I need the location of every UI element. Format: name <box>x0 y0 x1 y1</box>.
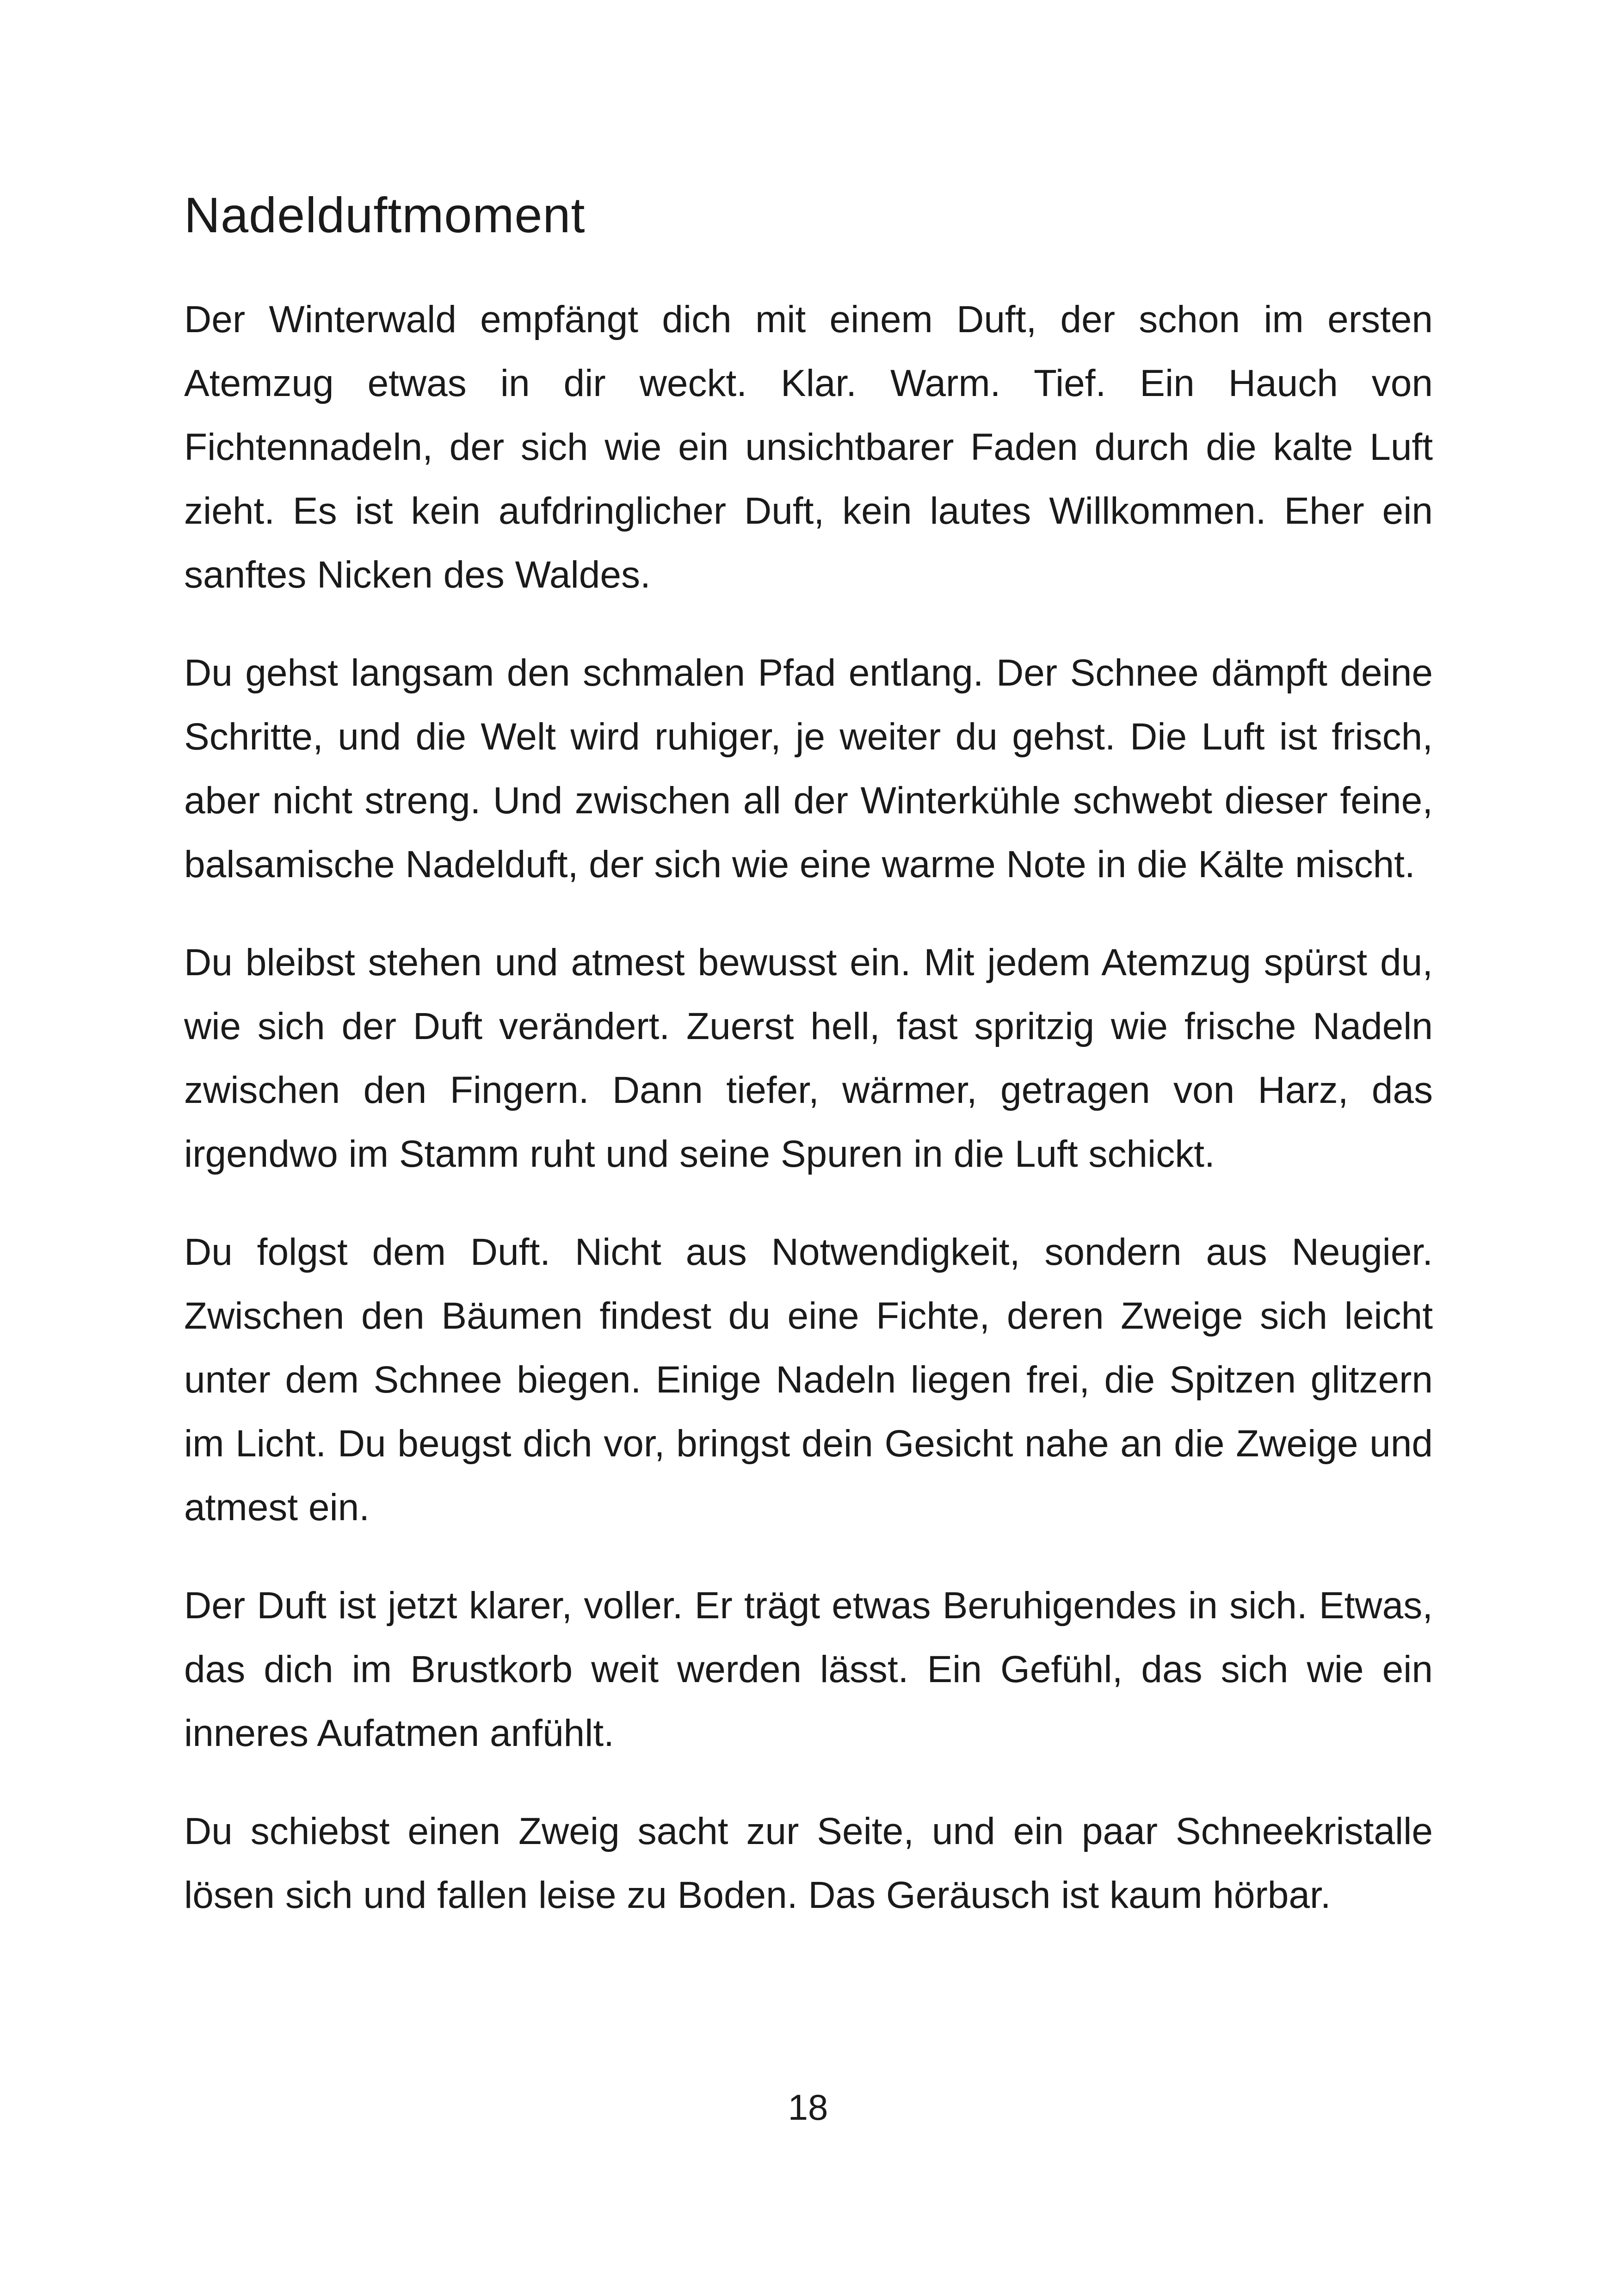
page-number: 18 <box>788 2087 828 2128</box>
paragraph: Du folgst dem Duft. Nicht aus Notwendigkeit, sondern aus Neugier. Zwischen den Bäumen findest du eine Fichte, deren Zweige sich leicht unter dem Schnee biegen. Einige Nadeln liegen frei, die Spitzen glitzern im Licht. Du beugst dich vor, bringst dein Gesicht nahe an die Zweige und atmest ein. <box>184 1231 1433 1529</box>
chapter-body <box>184 288 1433 1962</box>
paragraph: Der Duft ist jetzt klarer, voller. Er trägt etwas Beruhigendes in sich. Etwas, das dich im Brustkorb weit werden lässt. Ein Gefühl, das sich wie ein inneres Aufatmen anfühlt. <box>184 1584 1433 1754</box>
paragraph: Du schiebst einen Zweig sacht zur Seite, und ein paar Schneekristalle lösen sich und fallen leise zu Boden. Das Geräusch ist kaum hörbar. <box>184 1810 1433 1916</box>
paragraph: Der Winterwald empfängt dich mit einem Duft, der schon im ersten Atemzug etwas in dir weckt. Klar. Warm. Tief. Ein Hauch von Fichtennadeln, der sich wie ein unsichtbarer Faden durch die kalte Luft zieht. Es ist kein aufdringlicher Duft, kein lautes Willkommen. Eher ein sanftes Nicken des Waldes. <box>184 298 1433 596</box>
chapter-heading: Nadelduftmoment <box>184 187 586 243</box>
paragraph: Du bleibst stehen und atmest bewusst ein. Mit jedem Atemzug spürst du, wie sich der Duft verändert. Zuerst hell, fast spritzig wie frische Nadeln zwischen den Fingern. Dann tiefer, wärmer, getragen von Harz, das irgendwo im Stamm ruht und seine Spuren in die Luft schickt. <box>184 941 1433 1175</box>
paragraph: Du gehst langsam den schmalen Pfad entlang. Der Schnee dämpft deine Schritte, und die Welt wird ruhiger, je weiter du gehst. Die Luft ist frisch, aber nicht streng. Und zwischen all der Winterkühle schwebt dieser feine, balsamische Nadelduft, der sich wie eine warme Note in die Kälte mischt. <box>184 652 1433 885</box>
